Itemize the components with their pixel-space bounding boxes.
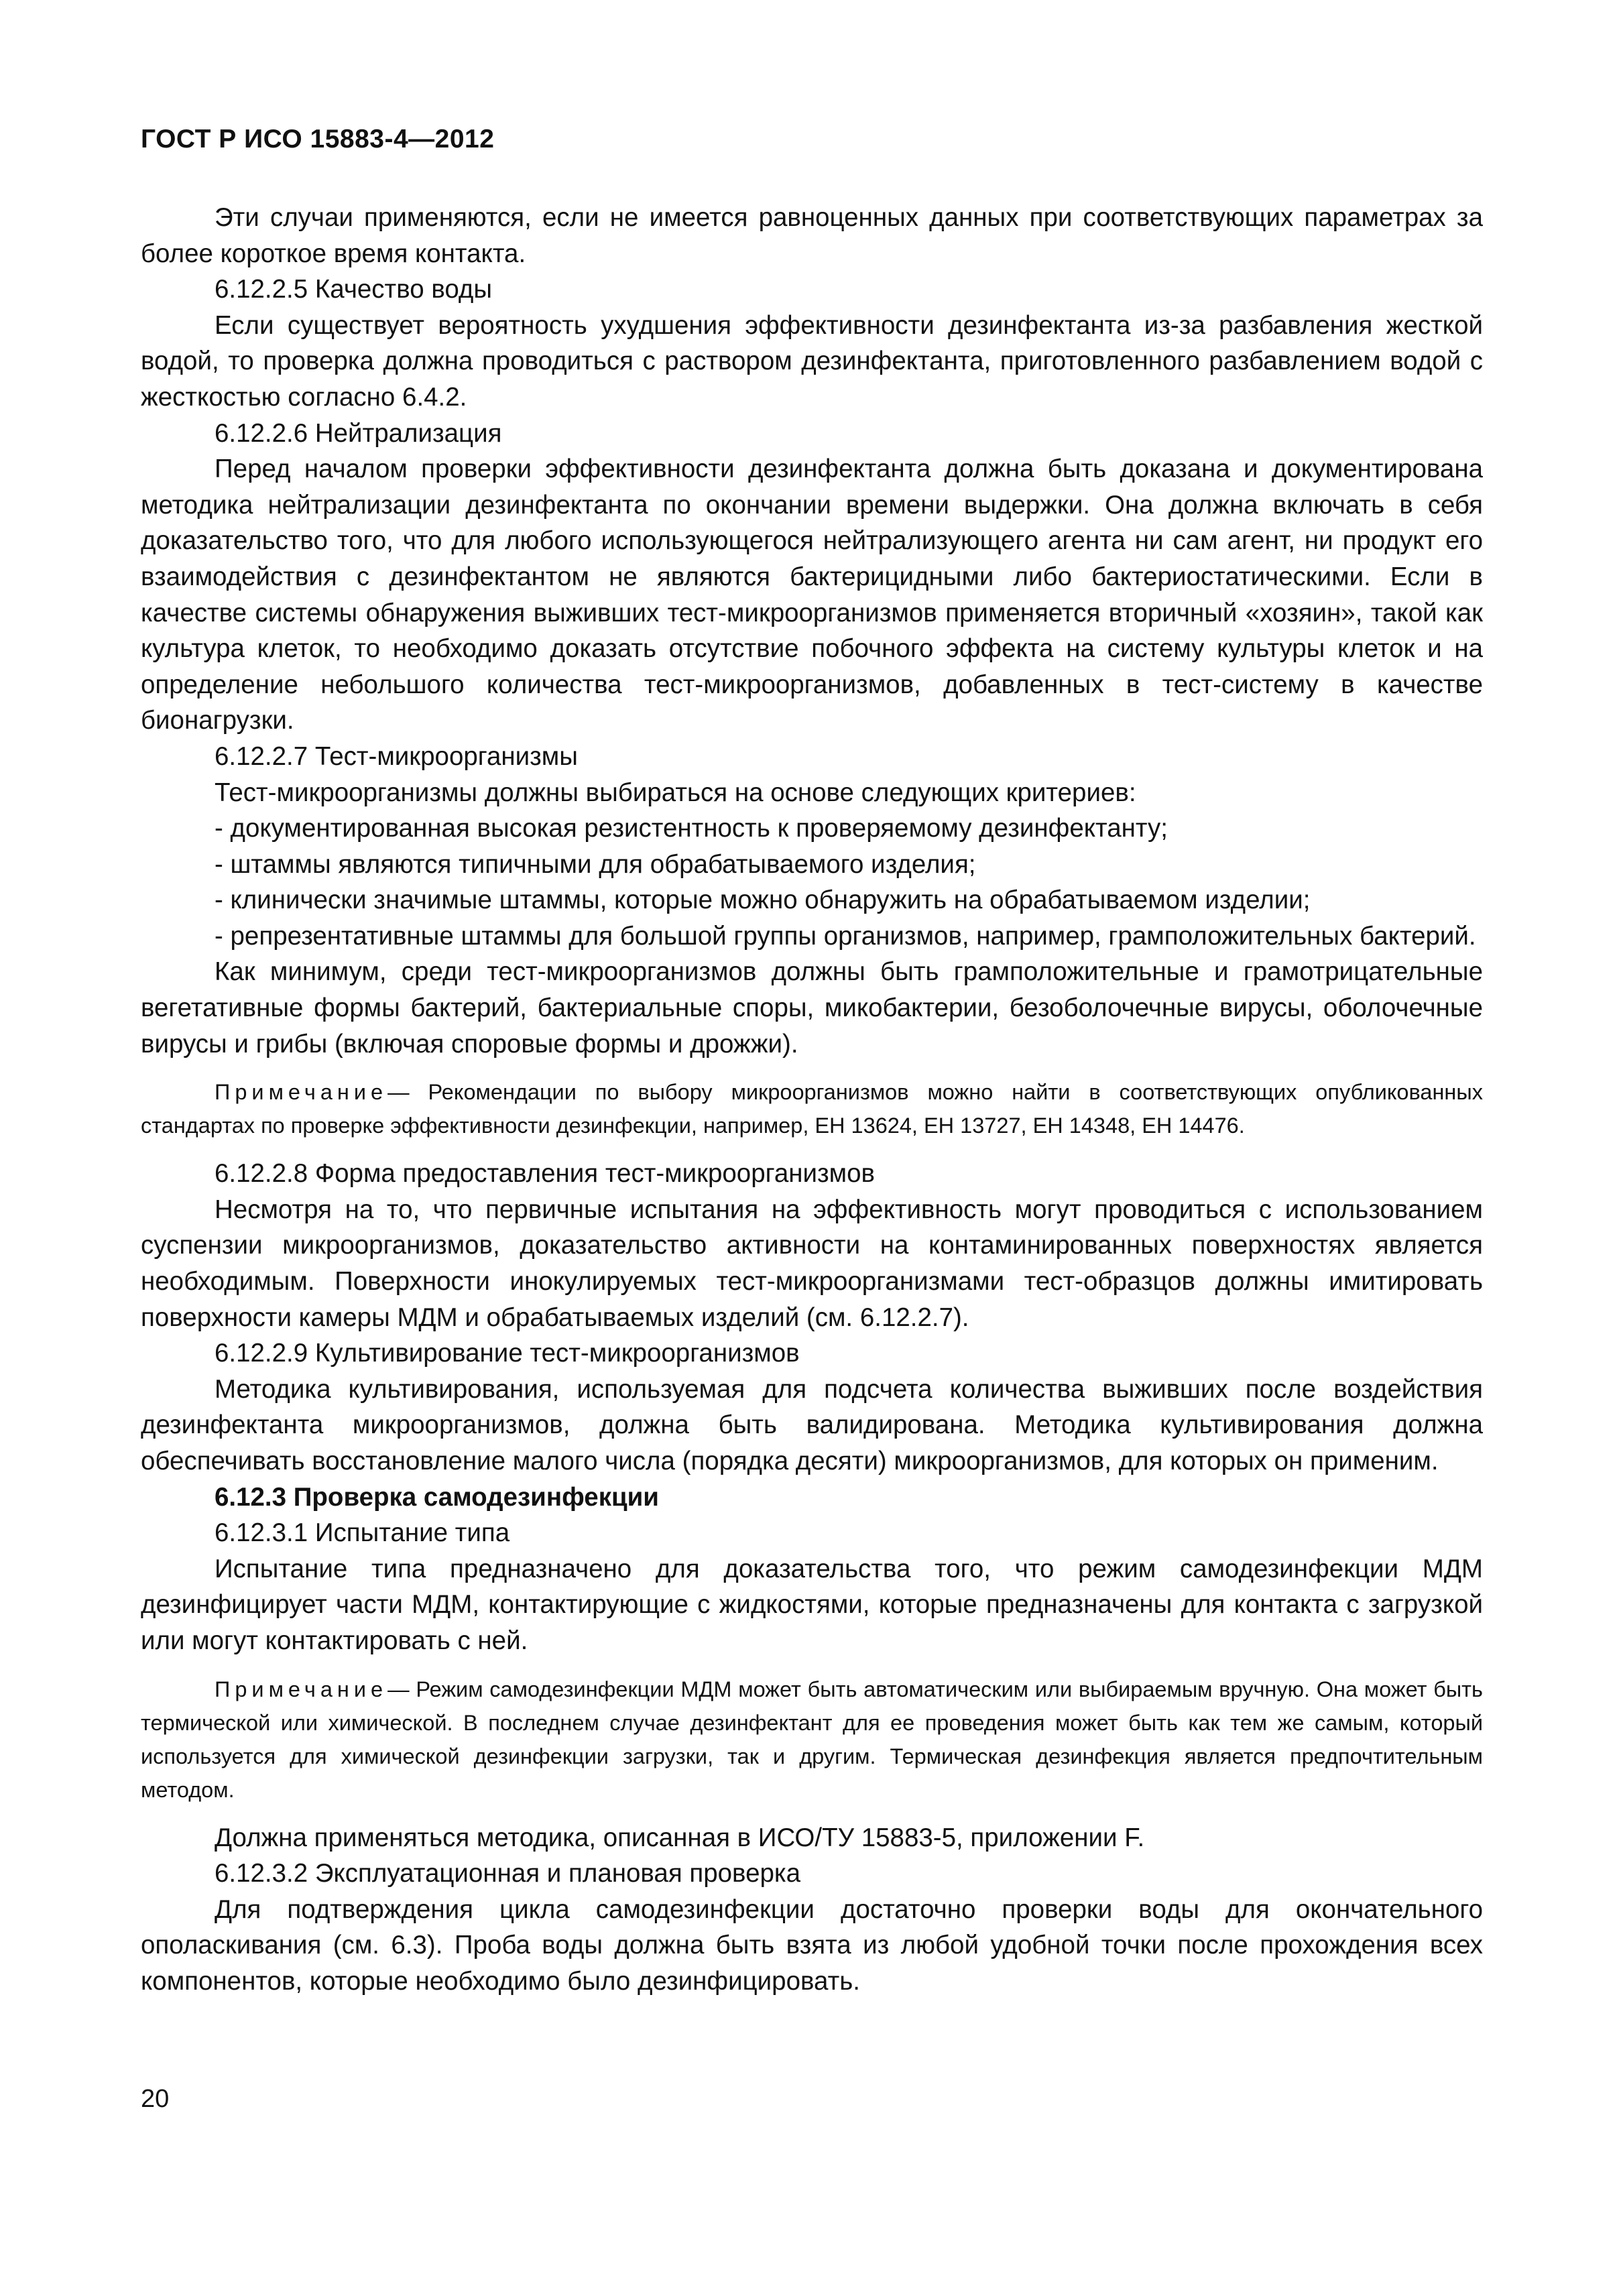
paragraph: Эти случаи применяются, если не имеется равноценных данных при соответствующих параметрах за более короткое время контакта. (141, 203, 1483, 268)
document-body (141, 200, 1483, 2000)
note-text: — Режим самодезинфекции МДМ может быть автоматическим или выбираемым вручную. Она может быть термической или химической. В последнем случае дезинфектант для ее проведения может быть как тем же самым, который используется для химической дезинфекции загрузки, так и другим. Термическая дезинфекция является предпочтительным методом. (141, 1677, 1483, 1802)
paragraph: Испытание типа предназначено для доказательства того, что режим самодезинфекции МДМ дезинфицирует части МДМ, контактирующие с жидкостями, которые предназначены для контакта с загрузкой или могут контактировать с ней. (141, 1554, 1483, 1655)
paragraph: Тест-микроорганизмы должны выбираться на основе следующих критериев: (215, 778, 1136, 807)
section-heading: 6.12.2.9 Культивирование тест-микроорганизмов (215, 1339, 800, 1368)
note-label: Примечание (215, 1677, 388, 1701)
list-item: - клинически значимые штаммы, которые можно обнаружить на обрабатываемом изделии; (215, 886, 1311, 915)
note-block (141, 1075, 1483, 1142)
paragraph: Несмотря на то, что первичные испытания на эффективность могут проводиться с использованием суспензии микроорганизмов, доказательство активности на контаминированных поверхностях является необходимым. Поверхности инокулируемых тест-микроорганизмами тест-образцов должны имитировать поверхности камеры МДМ и обрабатываемых изделий (см. 6.12.2.7). (141, 1195, 1483, 1332)
section-heading: 6.12.3.2 Эксплуатационная и плановая проверка (215, 1859, 800, 1888)
paragraph: Для подтверждения цикла самодезинфекции достаточно проверки воды для окончательного ополаскивания (см. 6.3). Проба воды должна быть взята из любой удобной точки после прохождения всех компонентов, которые необходимо было дезинфицировать. (141, 1894, 1483, 1996)
paragraph: Должна применяться методика, описанная в ИСО/ТУ 15883-5, приложении F. (215, 1823, 1145, 1852)
paragraph: Перед началом проверки эффективности дезинфектанта должна быть доказана и документирована методика нейтрализации дезинфектанта по окончании времени выдержки. Она должна включать в себя доказательство того, что для любого использующегося нейтрализующего агента ни сам агент, ни продукт его взаимодействия с дезинфектантом не являются бактерицидными либо бактериостатическими. Если в качестве системы обнаружения выживших тест-микроорганизмов применяется вторичный «хозяин», такой как культура клеток, то необходимо доказать отсутствие побочного эффекта на систему культуры клеток и на определение небольшого количества тест-микроорганизмов, добавленных в тест-систему в качестве бионагрузки. (141, 455, 1483, 735)
page-number: 20 (141, 2085, 170, 2113)
section-heading: 6.12.2.5 Качество воды (215, 275, 493, 304)
list-item: - репрезентативные штаммы для большой группы организмов, например, грамположительных бактерий. (215, 921, 1476, 951)
paragraph: Методика культивирования, используемая для подсчета количества выживших после воздействия дезинфектанта микроорганизмов, должна быть валидирована. Методика культивирования должна обеспечивать восстановление малого числа (порядка десяти) микроорганизмов, для которых он применим. (141, 1374, 1483, 1475)
note-label: Примечание (215, 1080, 388, 1105)
note-block (141, 1673, 1483, 1807)
document-header: ГОСТ Р ИСО 15883-4—2012 (141, 125, 495, 154)
section-heading: 6.12.2.7 Тест-микроорганизмы (215, 741, 578, 771)
note-text: — Рекомендации по выбору микроорганизмов можно найти в соответствующих опубликованных стандартах по проверке эффективности дезинфекции, например, ЕН 13624, ЕН 13727, ЕН 14348, ЕН 14476. (141, 1080, 1483, 1138)
section-heading: 6.12.3.1 Испытание типа (215, 1518, 510, 1548)
list-item: - документированная высокая резистентность к проверяемому дезинфектанту; (215, 814, 1168, 843)
paragraph: Если существует вероятность ухудшения эффективности дезинфектанта из-за разбавления жесткой водой, то проверка должна проводиться с раствором дезинфектанта, приготовленного разбавлением водой с жесткостью согласно 6.4.2. (141, 310, 1483, 412)
section-heading: 6.12.2.8 Форма предоставления тест-микроорганизмов (215, 1159, 875, 1189)
list-item: - штаммы являются типичными для обрабатываемого изделия; (215, 849, 976, 879)
section-heading-bold: 6.12.3 Проверка самодезинфекции (215, 1482, 659, 1512)
paragraph: Как минимум, среди тест-микроорганизмов должны быть грамположительные и грамотрицательные вегетативные формы бактерий, бактериальные споры, микобактерии, безоболочечные вирусы, оболочечные вирусы и грибы (включая споровые формы и дрожжи). (141, 957, 1483, 1059)
section-heading: 6.12.2.6 Нейтрализация (215, 418, 502, 448)
